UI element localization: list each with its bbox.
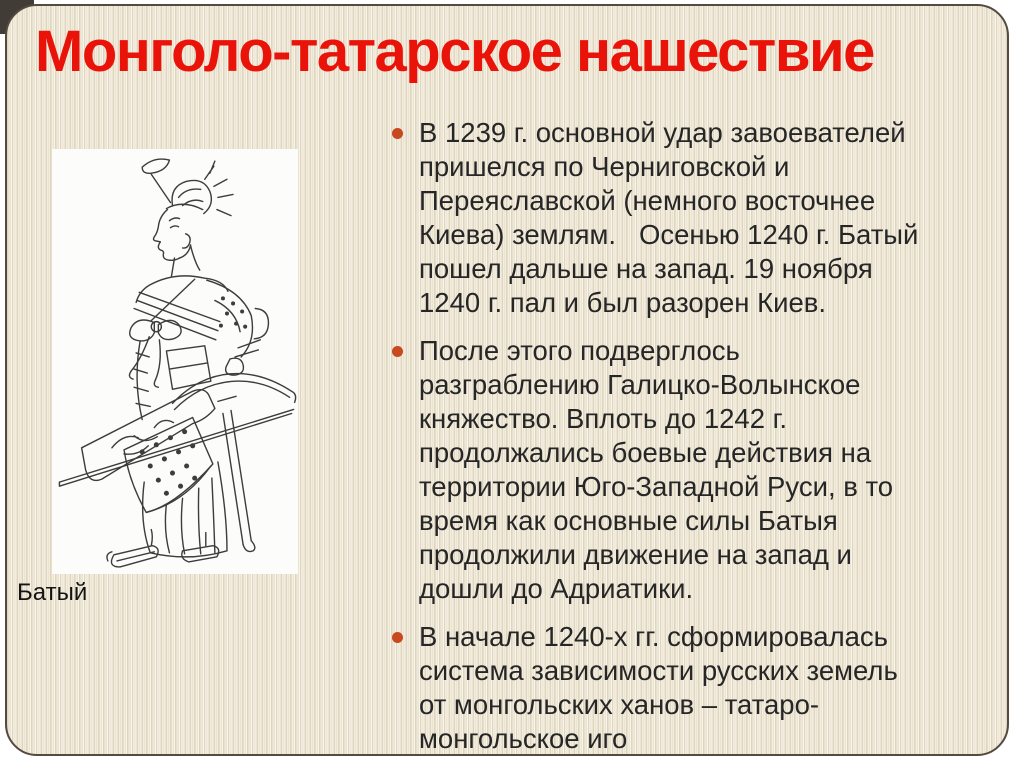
bullet-item: В начале 1240-х гг. сформировалась система зависимости русских земель от монгольских ханов – татаро-монгольское иго bbox=[385, 620, 925, 756]
bullet-item: В 1239 г. основной удар завоевателей пришелся по Черниговской и Переяславской (немного восточнее Киева) землям. Осенью 1240 г. Батый пошел дальше на запад. 19 ноября 1240 г. пал и был разорен Киев. bbox=[385, 116, 925, 320]
slide bbox=[5, 4, 1009, 756]
bullet-item: После этого подверглось разграблению Галицко-Волынское княжество. Вплоть до 1242 г. продолжались боевые действия на территории Юго-Западной Руси, в то время как основные силы Батыя продолжили движение на запад и дошли до Адриатики. bbox=[385, 334, 925, 606]
figure-caption: Батый bbox=[17, 579, 88, 606]
batu-figure bbox=[52, 149, 298, 574]
bullet-list bbox=[385, 116, 925, 767]
slide-title: Монголо-татарское нашествие bbox=[35, 19, 874, 84]
batu-khan-drawing-icon bbox=[52, 149, 298, 574]
